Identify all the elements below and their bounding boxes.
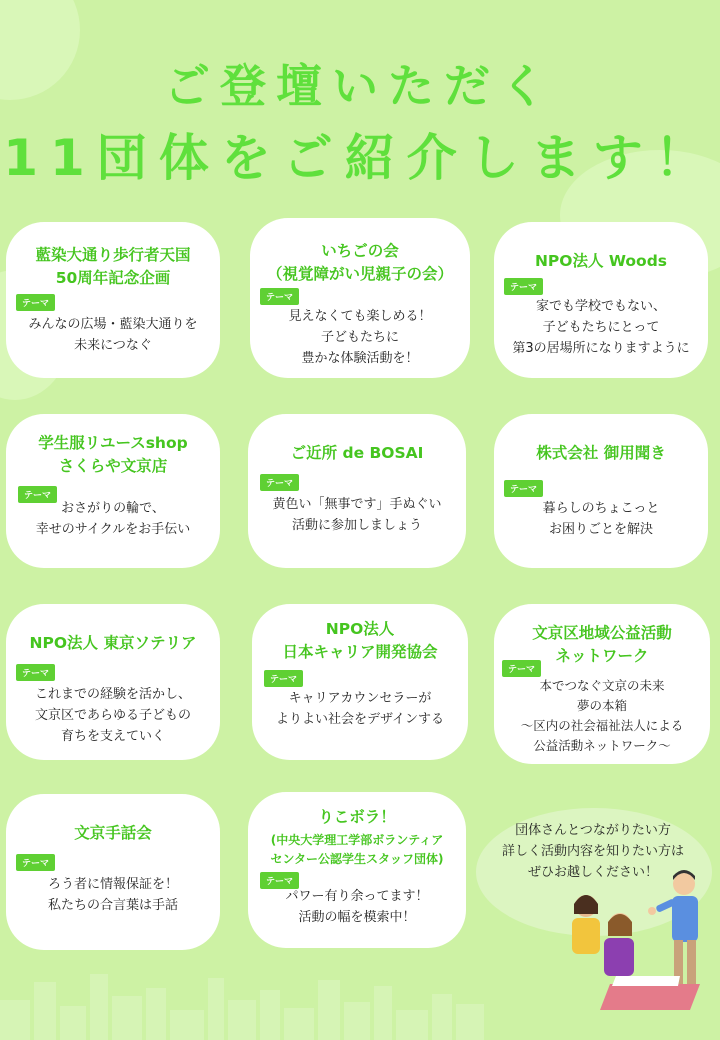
theme-badge: テーマ <box>16 854 55 871</box>
org-card-woods <box>494 222 708 378</box>
page-title-line1: ご登壇いただく <box>164 59 556 113</box>
org-card-bunkyo-network <box>494 604 710 764</box>
org-card-goyokiki <box>494 414 708 568</box>
org-theme-text: 暮らしのちょこっと お困りごとを解決 <box>542 501 660 537</box>
theme-badge: テーマ <box>504 278 543 295</box>
org-theme-text: キャリアカウンセラーが よりよい社会をデザインする <box>275 691 445 727</box>
org-theme-text: みんなの広場・藍染大通りを 未来につなぐ <box>28 317 198 353</box>
org-name: ご近所 de BOSAI <box>290 444 424 462</box>
org-name: 株式会社 御用聞き <box>536 444 666 462</box>
org-name: 文京手話会 <box>74 824 152 842</box>
org-name: NPO法人 東京ソテリア <box>29 634 197 652</box>
org-theme-text: これまでの経験を活かし、 文京区であらゆる子どもの 育ちを支えていく <box>34 687 191 744</box>
closing-message: 団体さんとつながりたい方 詳しく活動内容を知りたい方は ぜひお越しください！ <box>501 823 684 880</box>
org-card-soteria <box>6 604 220 760</box>
theme-badge: テーマ <box>260 474 299 491</box>
theme-badge: テーマ <box>16 664 55 681</box>
org-card-jcda <box>252 604 468 760</box>
org-theme-text: 見えなくても楽しめる！ 子どもたちに 豊かな体験活動を！ <box>288 309 432 366</box>
org-theme-text: 黄色い「無事です」手ぬぐい 活動に参加しましょう <box>272 497 442 533</box>
org-theme-text: 本でつなぐ文京の未来 夢の本箱 〜区内の社会福祉法人による 公益活動ネットワーク〜 <box>520 678 684 753</box>
theme-badge: テーマ <box>502 660 541 677</box>
org-card-shuwakai <box>6 794 220 950</box>
org-name: 学生服リユースshop さくらや文京店 <box>38 434 188 475</box>
theme-badge: テーマ <box>18 486 57 503</box>
org-card-ichigo <box>250 218 470 378</box>
org-theme-text: パワー有り余ってます！ 活動の幅を模索中！ <box>285 889 429 925</box>
theme-badge: テーマ <box>264 670 303 687</box>
org-name: いちごの会 （視覚障がい児親子の会） <box>266 242 453 283</box>
org-theme-text: 家でも学校でもない、 子どもたちにとって 第3の居場所になりますように <box>512 299 690 356</box>
org-card-sakuraya <box>6 414 220 568</box>
org-name: りこボラ！ <box>318 808 396 826</box>
org-theme-text: おさがりの輪で、 幸せのサイクルをお手伝い <box>35 501 191 537</box>
city-skyline-decoration <box>0 960 720 1040</box>
org-name: 藍染大通り歩行者天国 50周年記念企画 <box>35 246 191 287</box>
org-name: NPO法人 日本キャリア開発協会 <box>282 620 438 661</box>
org-name: 文京区地域公益活動 ネットワーク <box>532 624 672 665</box>
org-theme-text: ろう者に情報保証を！ 私たちの合言葉は手話 <box>47 877 178 913</box>
theme-badge: テーマ <box>260 872 299 889</box>
theme-badge: テーマ <box>504 480 543 497</box>
page-title-line2: 11団体をご紹介します！ <box>3 129 717 187</box>
theme-badge: テーマ <box>16 294 55 311</box>
org-card-aizome <box>6 222 220 378</box>
org-subname: (中央大学理工学部ボランティア センター公認学生スタッフ団体) <box>270 833 444 866</box>
org-card-bosai <box>248 414 466 568</box>
org-card-rikobora <box>248 792 466 948</box>
org-name: NPO法人 Woods <box>534 252 668 270</box>
theme-badge: テーマ <box>260 288 299 305</box>
